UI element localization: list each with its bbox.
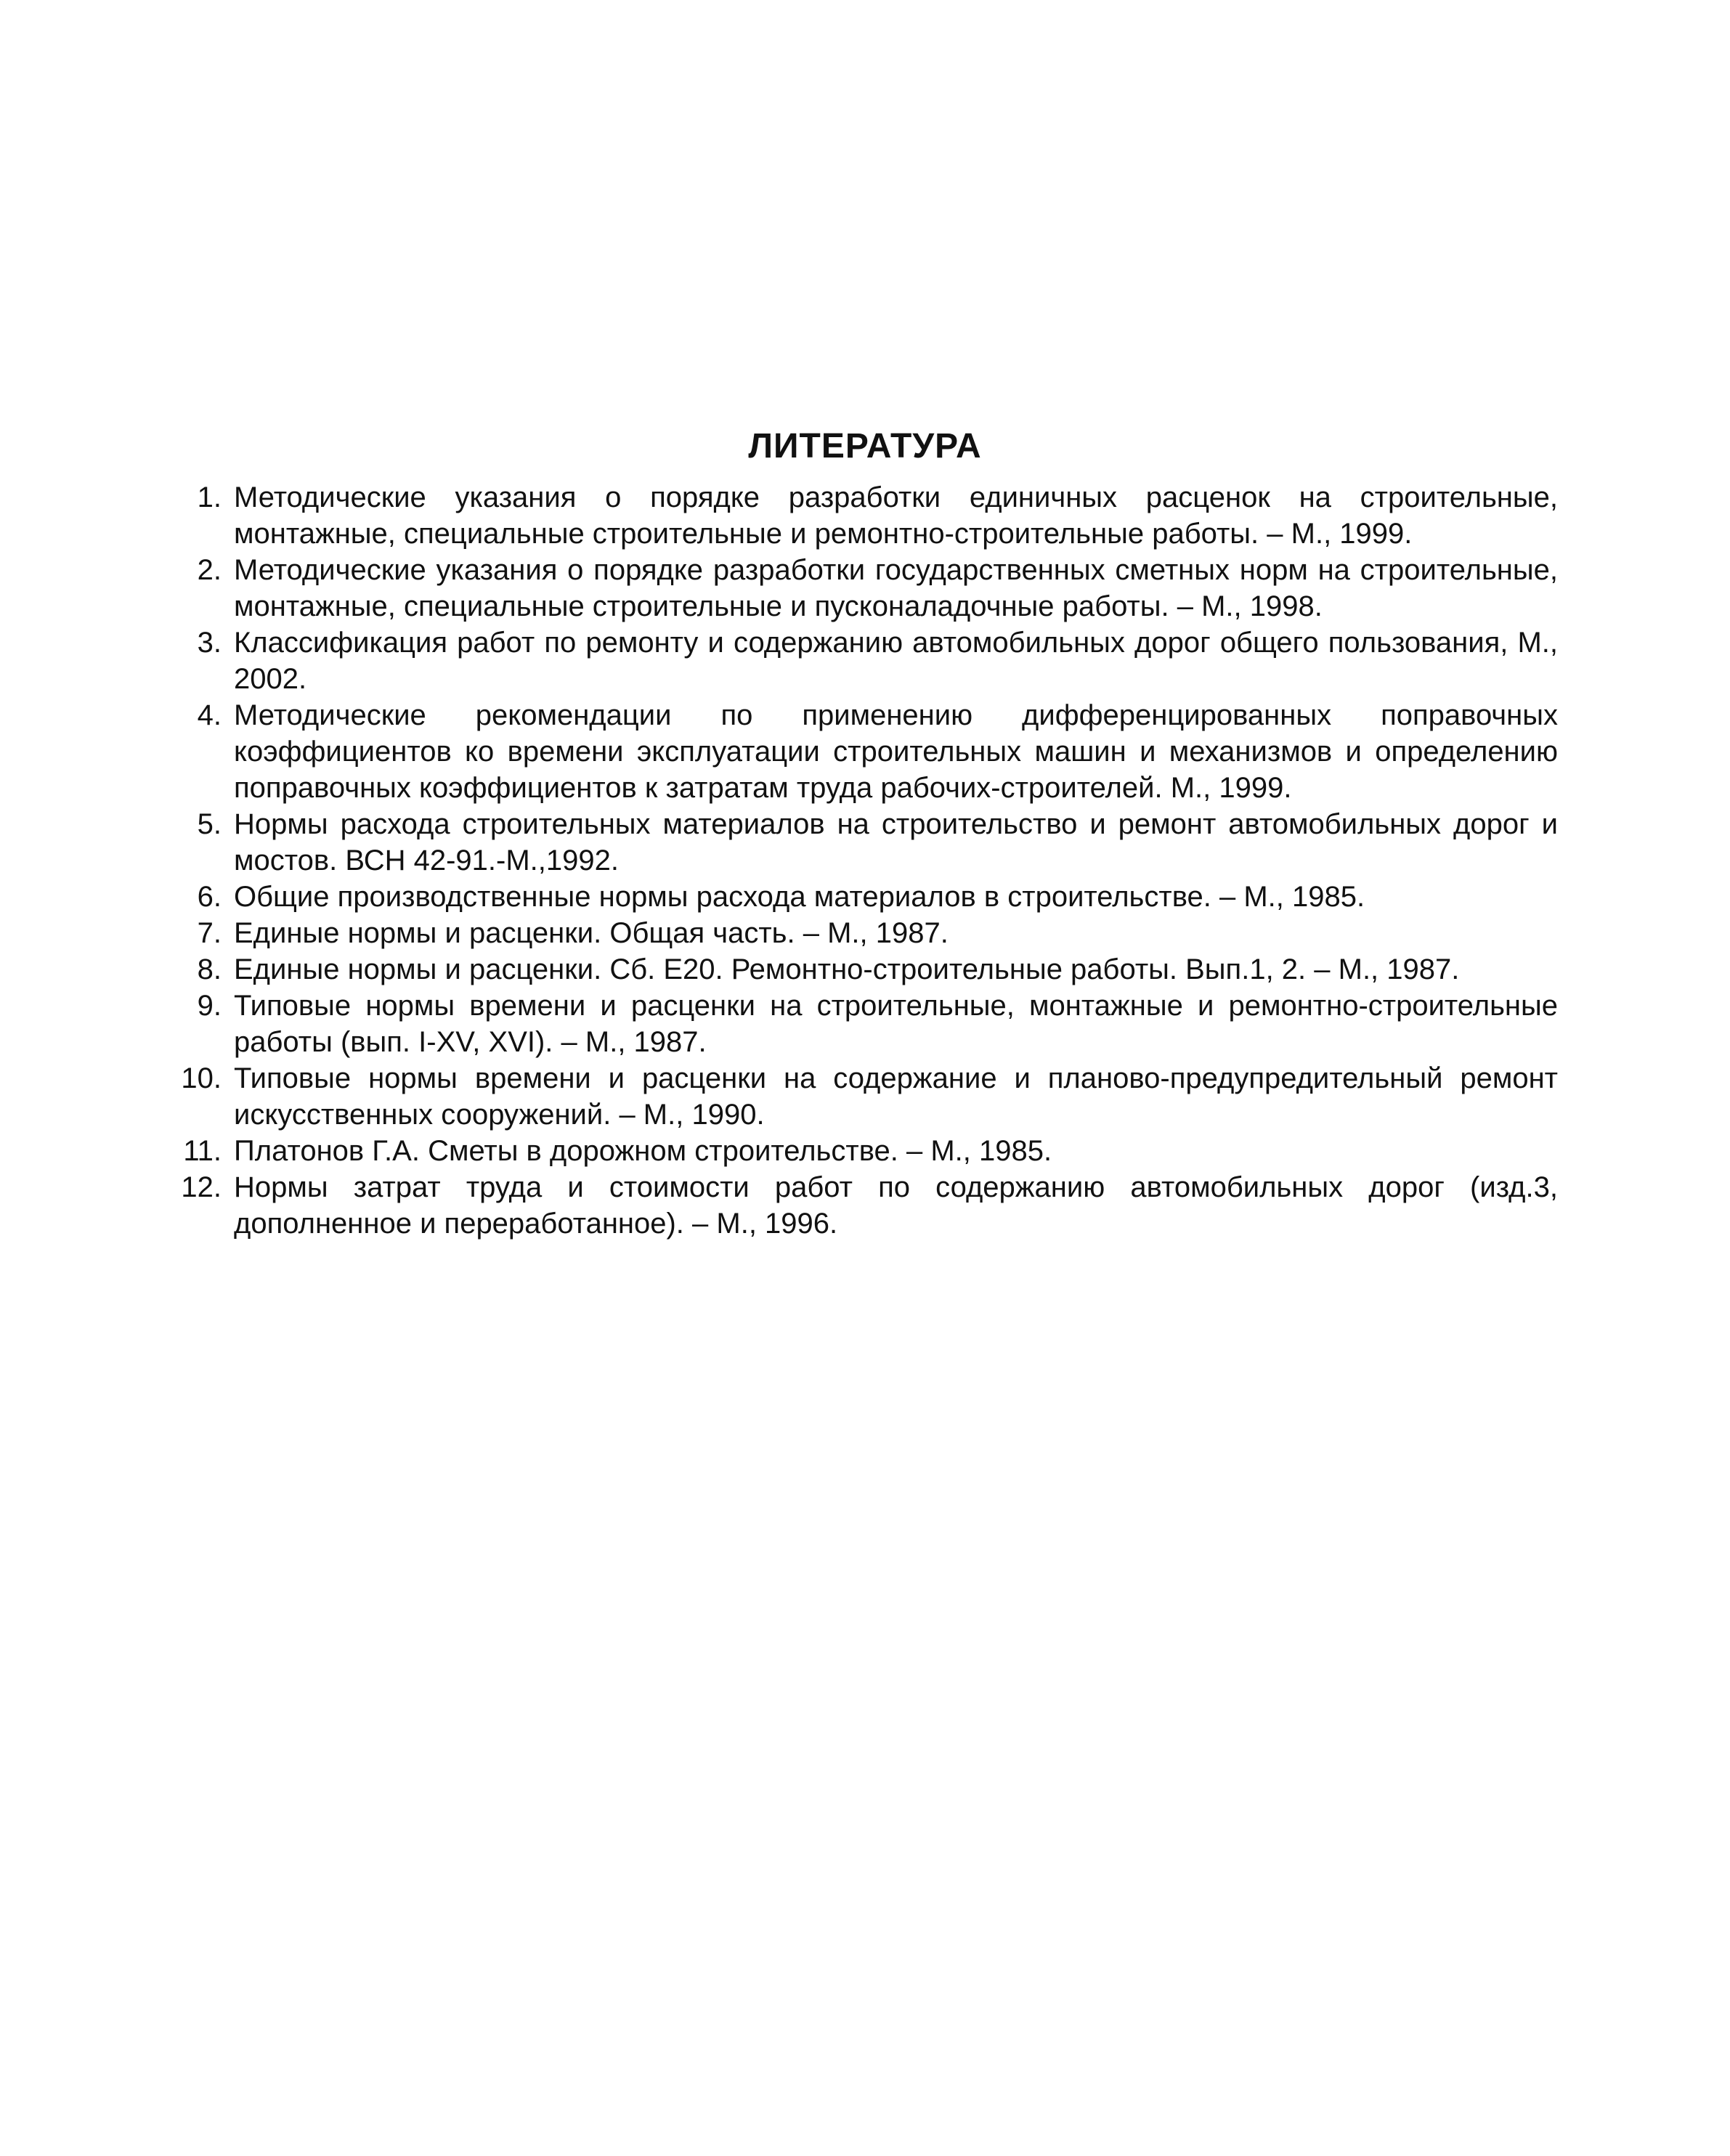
reference-text: Единые нормы и расценки. Сб. Е20. Ремонтно-строительные работы. Вып.1, 2. – М., 1987. <box>234 953 1460 985</box>
reference-item <box>163 951 1558 988</box>
reference-text: Нормы затрат труда и стоимости работ по содержанию автомобильных дорог (изд.3, дополненное и переработанное). – М., 1996. <box>234 1171 1558 1240</box>
reference-item <box>163 806 1558 879</box>
reference-number: 11. <box>183 1135 222 1167</box>
reference-number: 7. <box>197 917 222 949</box>
reference-text: Нормы расхода строительных материалов на строительство и ремонт автомобильных дорог и мостов. ВСН 42-91.-М.,1992. <box>234 808 1558 876</box>
reference-text: Единые нормы и расценки. Общая часть. – М., 1987. <box>234 917 949 949</box>
reference-item <box>163 552 1558 625</box>
reference-item <box>163 697 1558 806</box>
reference-item <box>163 879 1558 915</box>
reference-text: Методические рекомендации по применению дифференцированных поправочных коэффициентов ко времени эксплуатации строительных машин и механизмов и определению поправочных коэффициентов к затратам труда рабочих-строителей. М., 1999. <box>234 699 1558 804</box>
reference-item <box>163 625 1558 697</box>
reference-number: 10. <box>181 1062 222 1094</box>
reference-number: 12. <box>181 1171 222 1203</box>
reference-item <box>163 1169 1558 1242</box>
reference-text: Методические указания о порядке разработки единичных расценок на строительные, монтажные, специальные строительные и ремонтно-строительные работы. – М., 1999. <box>234 481 1558 550</box>
reference-text: Методические указания о порядке разработки государственных сметных норм на строительные, монтажные, специальные строительные и пусконаладочные работы. – М., 1998. <box>234 554 1558 622</box>
reference-text: Типовые нормы времени и расценки на содержание и планово-предупредительный ремонт искусственных сооружений. – М., 1990. <box>234 1062 1558 1131</box>
reference-number: 9. <box>197 990 222 1022</box>
reference-number: 5. <box>197 808 222 840</box>
reference-text: Общие производственные нормы расхода материалов в строительстве. – М., 1985. <box>234 881 1365 913</box>
reference-item <box>163 479 1558 552</box>
reference-item <box>163 915 1558 951</box>
reference-number: 8. <box>197 953 222 985</box>
reference-text: Платонов Г.А. Сметы в дорожном строительстве. – М., 1985. <box>234 1135 1052 1167</box>
reference-item <box>163 988 1558 1060</box>
reference-item <box>163 1060 1558 1133</box>
reference-text: Классификация работ по ремонту и содержанию автомобильных дорог общего пользования, М., 2002. <box>234 627 1558 695</box>
reference-number: 4. <box>197 699 222 731</box>
reference-text: Типовые нормы времени и расценки на строительные, монтажные и ремонтно-строительные работы (вып. I-XV, XVI). – М., 1987. <box>234 990 1558 1058</box>
reference-item <box>163 1133 1558 1169</box>
reference-list <box>163 479 1558 1242</box>
reference-number: 6. <box>197 881 222 913</box>
reference-number: 2. <box>197 554 222 586</box>
reference-number: 3. <box>197 627 222 659</box>
reference-number: 1. <box>197 481 222 513</box>
page-title: ЛИТЕРАТУРА <box>748 427 982 465</box>
